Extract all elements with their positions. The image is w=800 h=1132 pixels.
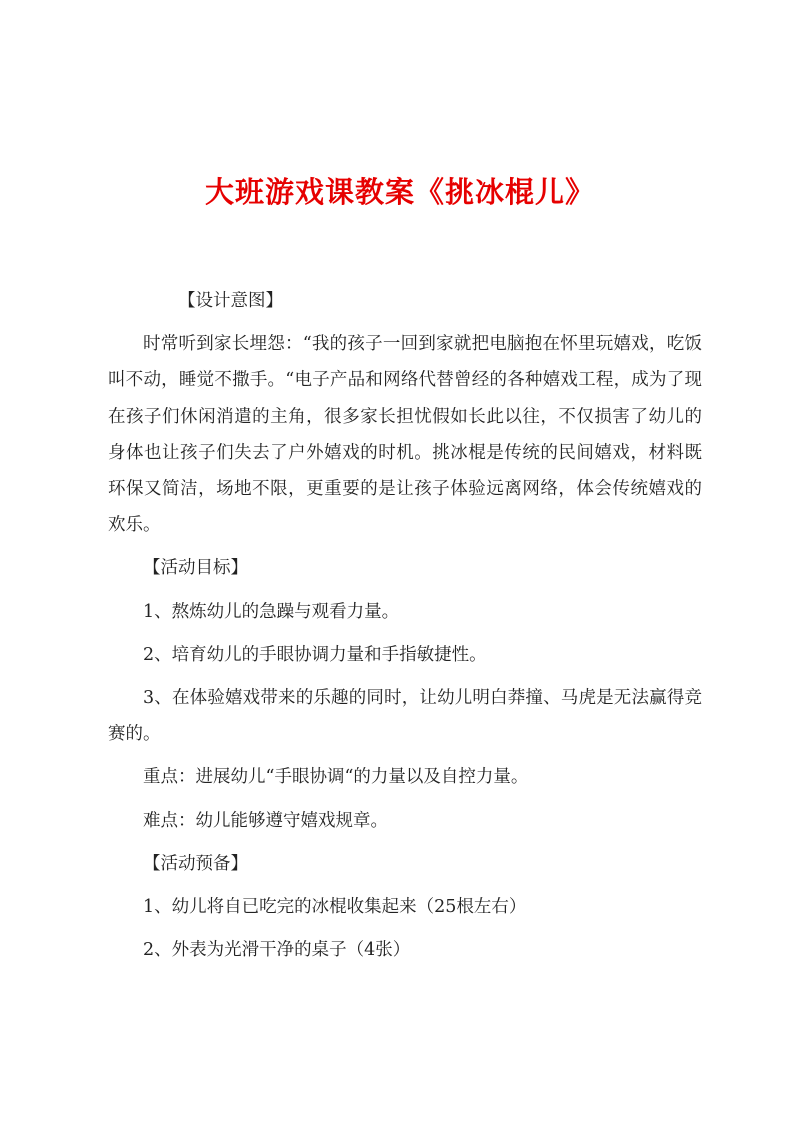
section-heading-activity-goals: 【活动目标】 <box>143 558 248 579</box>
goal-item-1: 1、熬炼幼儿的急躁与观看力量。 <box>143 601 400 622</box>
section-heading-activity-preparation: 【活动预备】 <box>143 853 248 874</box>
goal-item-3: 3、在体验嬉戏带来的乐趣的同时，让幼儿明白莽撞、马虎是无法赢得竞赛的。 <box>108 688 702 745</box>
goal-item-2: 2、培育幼儿的手眼协调力量和手指敏捷性。 <box>143 644 487 665</box>
key-point: 重点：进展幼儿“手眼协调“的力量以及自控力量。 <box>143 767 529 788</box>
preparation-item-2: 2、外表为光滑干净的桌子（4张） <box>143 940 411 961</box>
document-body <box>108 283 702 975</box>
paragraph-design-intent: 时常听到家长埋怨：“我的孩子一回到家就把电脑抱在怀里玩嬉戏，吃饭叫不动，睡觉不撒手。“电子产品和网络代替曾经的各种嬉戏工程，成为了现在孩子们休闲消遣的主角，很多家长担忧假如长此以往，不仅损害了幼儿的身体也让孩子们失去了户外嬉戏的时机。挑冰棍是传统的民间嬉戏，材料既环保又简洁，场地不限，更重要的是让孩子体验远离网络，体会传统嬉戏的欢乐。 <box>108 334 702 536</box>
document-title: 大班游戏课教案《挑冰棍儿》 <box>204 175 595 209</box>
section-heading-design-intent: 【设计意图】 <box>178 291 283 311</box>
preparation-item-1: 1、幼儿将自已吃完的冰棍收集起来（25根左右） <box>143 897 527 918</box>
difficult-point: 难点：幼儿能够遵守嬉戏规章。 <box>143 810 388 831</box>
